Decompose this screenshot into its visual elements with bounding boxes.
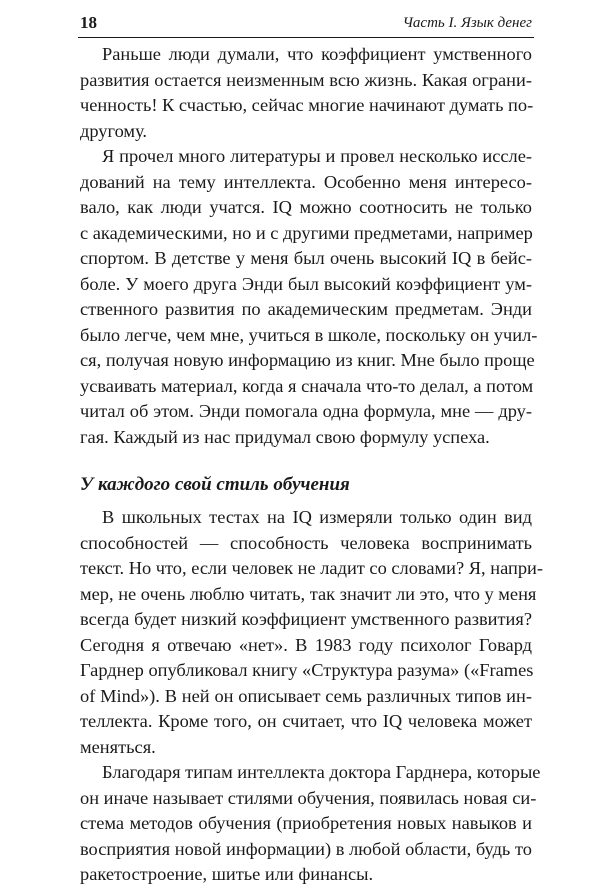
text-line: меняться. bbox=[80, 736, 156, 757]
text-line: Сегодня я отвечаю «нет». В 1983 году психолог Говард bbox=[80, 634, 532, 655]
text-line: ственного развития по академическим предметам. Энди bbox=[80, 299, 532, 319]
text-line: вало, как люди учатся. IQ можно соотносить не только bbox=[80, 197, 532, 217]
text-line: он иначе называет стилями обучения, появилась новая си- bbox=[80, 787, 537, 808]
text-line: с академическими, но и с другими предметами, например bbox=[80, 222, 533, 243]
text-line: восприятия новой информации) в любой области, будь то bbox=[80, 838, 532, 859]
text-line: ракетостроение, шитье или финансы. bbox=[80, 864, 374, 884]
text-line: усваивать материал, когда я сначала что-то делал, а потом bbox=[80, 375, 534, 396]
text-line: ченность! К счастью, сейчас многие начинают думать по- bbox=[80, 95, 534, 115]
text-line: Я прочел много литературы и провел несколько иссле- bbox=[102, 146, 532, 166]
text-line: Благодаря типам интеллекта доктора Гарднера, которые bbox=[102, 762, 541, 782]
text-line: of Mind»). В ней он описывает семь различных типов ин- bbox=[80, 685, 532, 706]
text-line: Раньше люди думали, что коэффициент умственного bbox=[102, 44, 532, 64]
text-line: В школьных тестах на IQ измеряли только один вид bbox=[102, 507, 532, 527]
header-rule bbox=[78, 37, 534, 38]
page-number: 18 bbox=[80, 13, 97, 32]
text-line: другому. bbox=[80, 120, 148, 141]
text-line: было легче, чем мне, учиться в школе, поскольку он учил- bbox=[80, 324, 538, 345]
running-head bbox=[80, 12, 532, 36]
paragraph-4 bbox=[80, 760, 541, 888]
section-subheading: У каждого свой стиль обучения bbox=[80, 474, 350, 495]
paragraph-3 bbox=[80, 505, 543, 760]
text-line: всегда будет низкий коэффициент умственного развития? bbox=[80, 609, 532, 629]
text-line: стема методов обучения (приобретения новых навыков и bbox=[80, 813, 532, 833]
paragraph-2 bbox=[80, 144, 538, 450]
paragraph-1 bbox=[80, 42, 532, 144]
text-line: теллекта. Кроме того, он считает, что IQ человека может bbox=[80, 711, 532, 731]
text-line: текст. Но что, если человек не ладит со словами? Я, напри- bbox=[80, 558, 543, 578]
text-line: спортом. В детстве у меня был очень высокий IQ в бейс- bbox=[80, 248, 532, 268]
text-line: читал об этом. Энди помогала одна формула, мне — дру- bbox=[80, 401, 532, 421]
text-line: боле. У моего друга Энди был высокий коэффициент ум- bbox=[80, 273, 532, 294]
body-text bbox=[80, 42, 543, 888]
text-line: дований на тему интеллекта. Особенно меня интересо- bbox=[80, 171, 532, 192]
running-title: Часть I. Язык денег bbox=[402, 15, 532, 31]
text-line: мер, не очень люблю читать, так значит ли это, что у меня bbox=[80, 583, 537, 604]
text-line: Гарднер опубликовал книгу «Структура разума» («Frames bbox=[80, 660, 534, 680]
text-line: развития остается неизменным всю жизнь. Какая ограни- bbox=[80, 69, 532, 90]
text-line: ся, получая новую информацию из книг. Мне было проще bbox=[80, 350, 535, 370]
text-line: способностей — способность человека воспринимать bbox=[80, 532, 532, 553]
text-line: гая. Каждый из нас придумал свою формулу успеха. bbox=[80, 426, 490, 447]
